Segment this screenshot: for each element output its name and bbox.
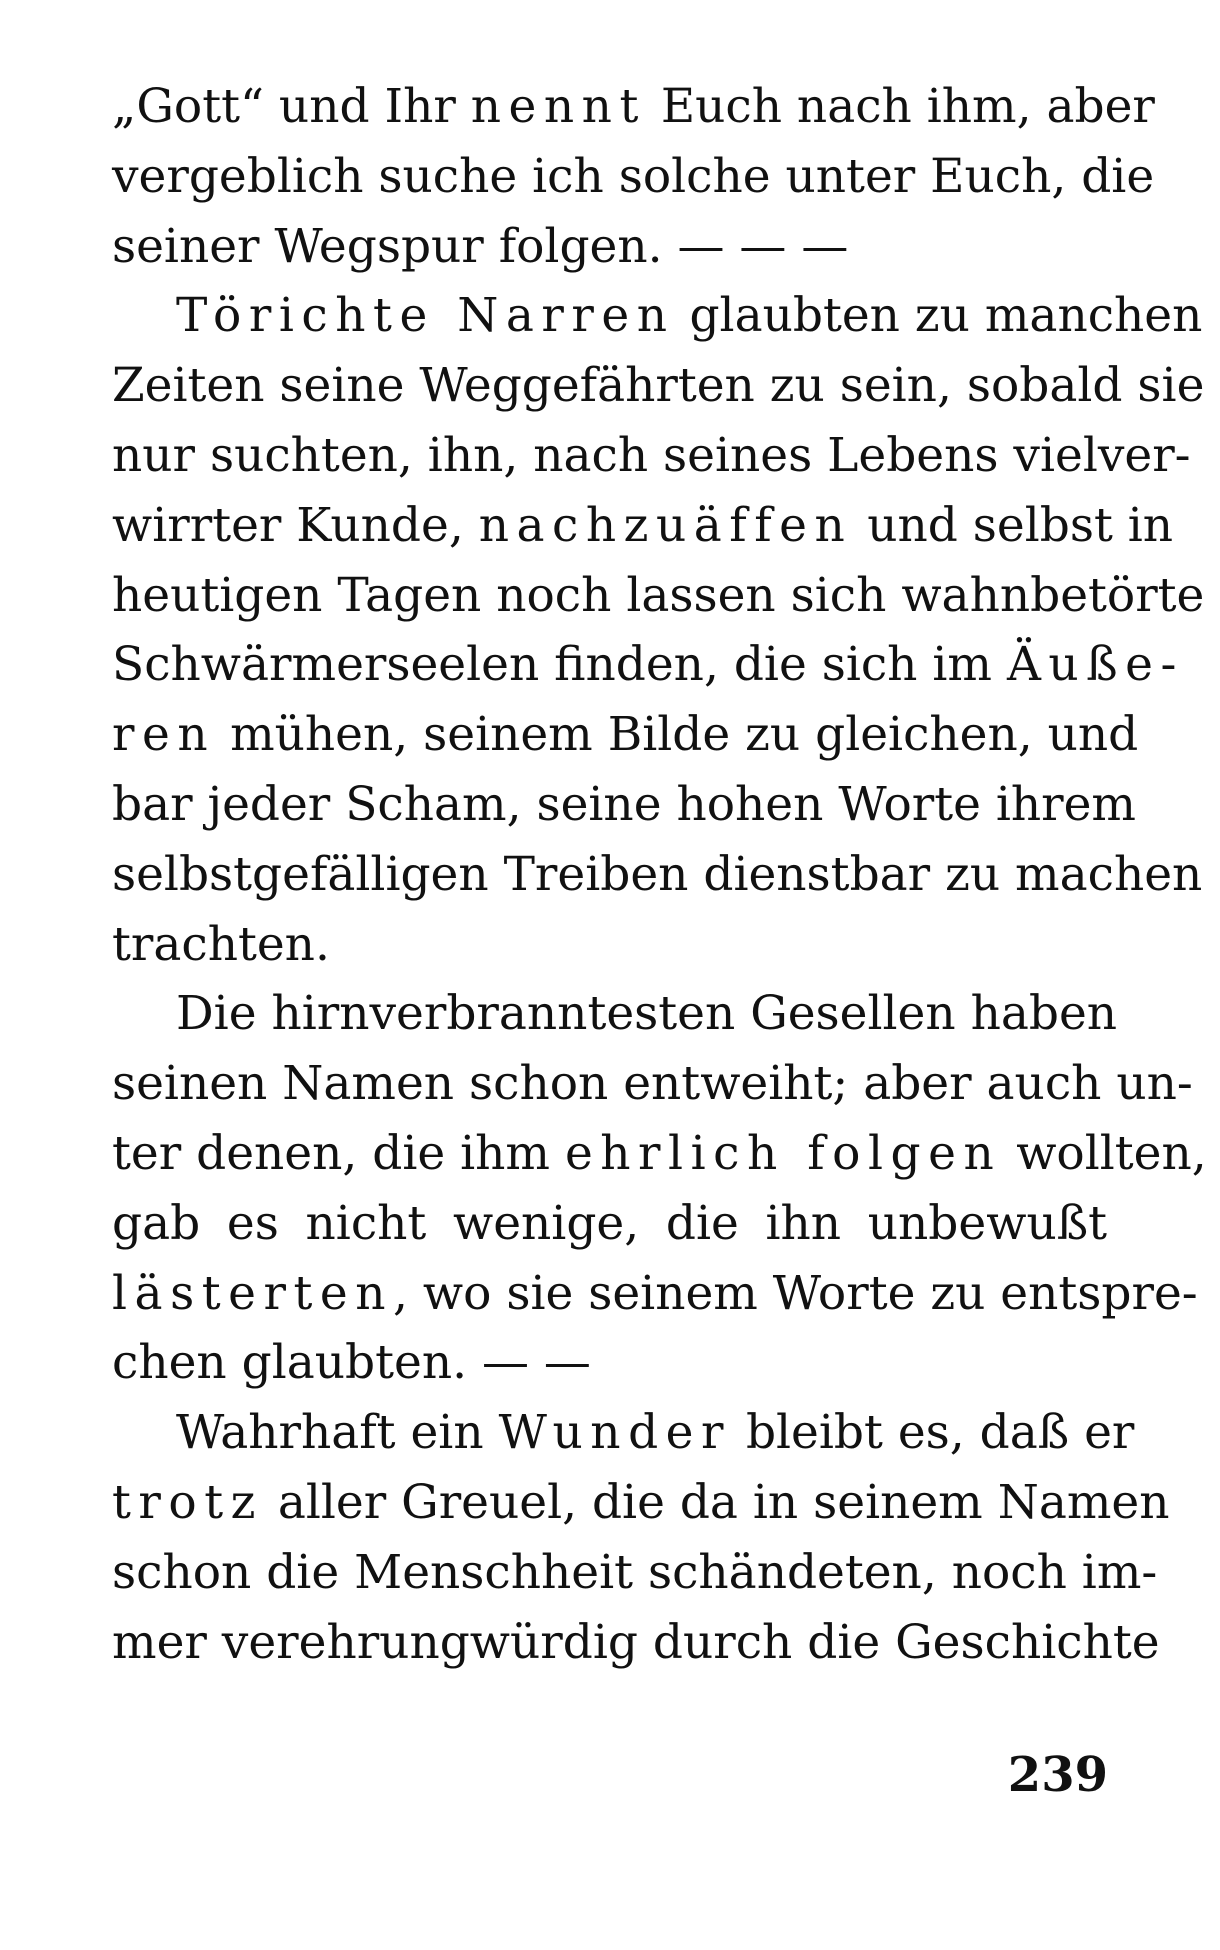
text-line: ter denen, die ihm ehrlich folgen wollten, xyxy=(112,1125,1207,1181)
text-line: chen glaubten. — — xyxy=(112,1335,591,1391)
text-line: lästerten, wo sie seinem Worte zu entspre- xyxy=(112,1265,1198,1321)
emphasis: Äuße- xyxy=(1006,637,1184,693)
emphasis: Wunder xyxy=(498,1405,731,1461)
page-number: 239 xyxy=(1007,1747,1108,1803)
text-line: selbstgefälligen Treiben dienstbar zu machen xyxy=(112,846,1203,902)
emphasis: ehrlich folgen xyxy=(564,1125,1002,1181)
text-line: Schwärmerseelen finden, die sich im Äuße- xyxy=(112,637,1184,693)
emphasis: nachzuäffen xyxy=(478,497,853,553)
text-line: trotz aller Greuel, die da in seinem Namen xyxy=(112,1474,1170,1530)
text-line: Zeiten seine Weggefährten zu sein, sobald sie xyxy=(112,358,1205,414)
emphasis: ren xyxy=(112,707,216,763)
text-line: Törichte Narren glaubten zu manchen xyxy=(176,288,1203,344)
emphasis: lästerten xyxy=(112,1265,393,1321)
text-line: gab es nicht wenige, die ihn unbewußt xyxy=(112,1195,1107,1251)
emphasis: nennt xyxy=(470,79,646,134)
body-text xyxy=(112,72,1207,1677)
text-line: trachten. xyxy=(112,916,330,972)
text-line: ren mühen, seinem Bilde zu gleichen, und xyxy=(112,707,1139,763)
text-line: Die hirnverbranntesten Gesellen haben xyxy=(176,986,1118,1042)
text-line: seiner Wegspur folgen. — — — xyxy=(112,218,849,274)
text-line: schon die Menschheit schändeten, noch im- xyxy=(112,1544,1158,1600)
text-line: wirrter Kunde, nachzuäffen und selbst in xyxy=(112,497,1174,553)
emphasis: Törichte Narren xyxy=(176,288,675,344)
text-line: nur suchten, ihn, nach seines Lebens vielver- xyxy=(112,427,1191,483)
text-line: heutigen Tagen noch lassen sich wahnbetörte xyxy=(112,567,1205,623)
text-line: Wahrhaft ein Wunder bleibt es, daß er xyxy=(176,1405,1135,1461)
text-line: mer verehrungwürdig durch die Geschichte xyxy=(112,1614,1160,1670)
text-line: vergeblich suche ich solche unter Euch, die xyxy=(112,148,1155,204)
text-line: „Gott“ und Ihr nennt Euch nach ihm, aber xyxy=(112,79,1155,134)
emphasis: trotz xyxy=(112,1474,263,1530)
text-line: bar jeder Scham, seine hohen Worte ihrem xyxy=(112,776,1136,832)
text-line: seinen Namen schon entweiht; aber auch un- xyxy=(112,1056,1193,1112)
